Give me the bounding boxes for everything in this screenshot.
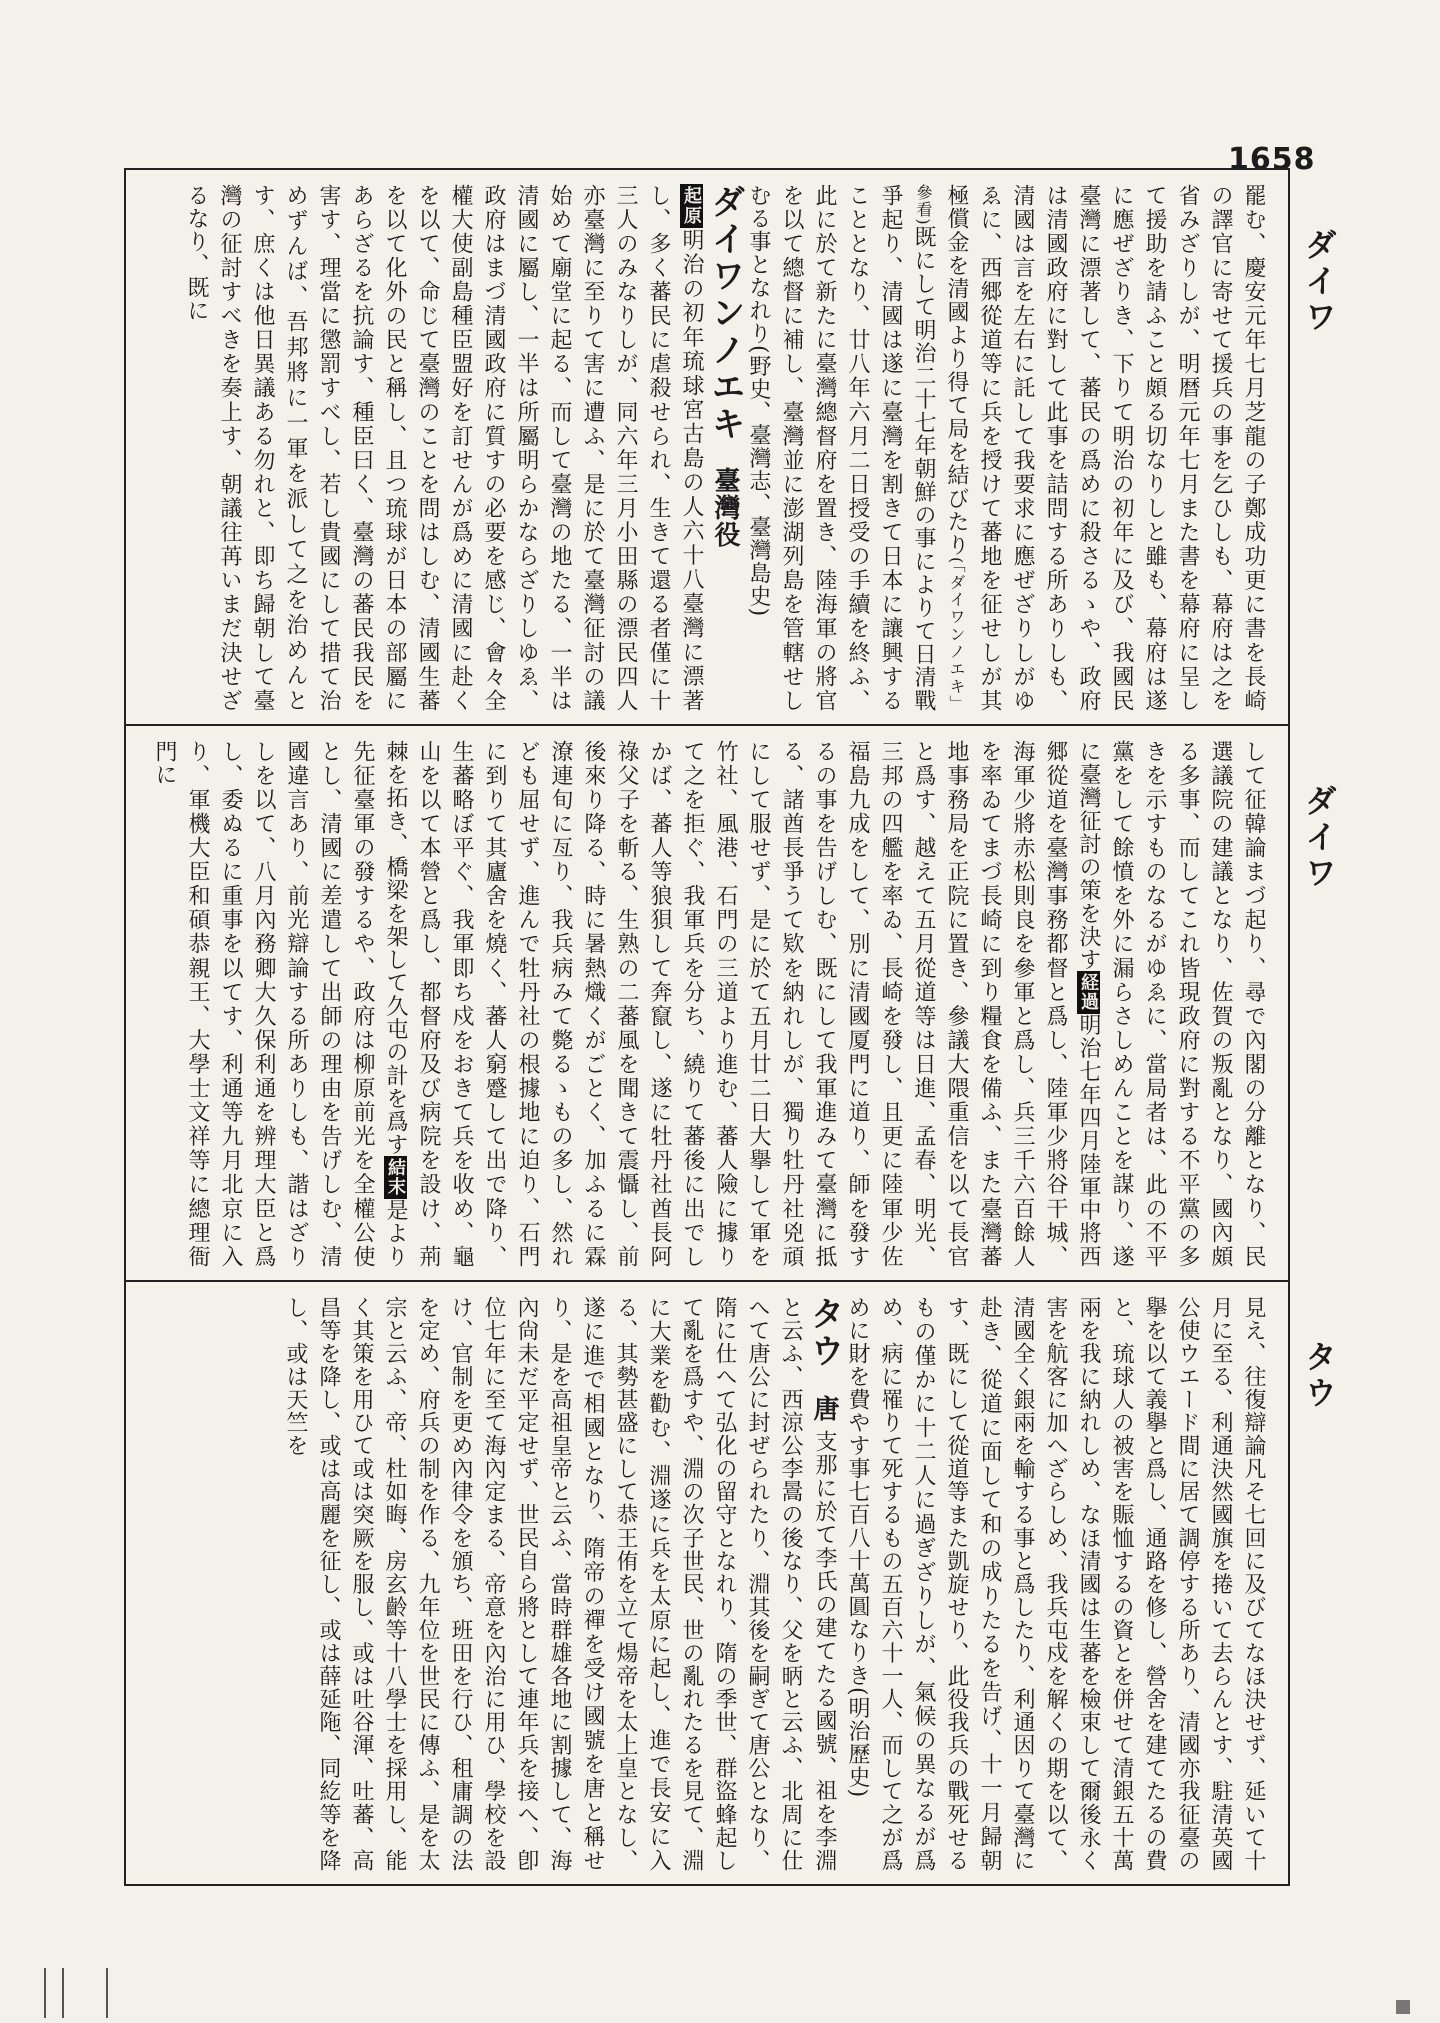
section-top-text bbox=[144, 184, 1270, 712]
scan-edge-marks bbox=[44, 1968, 108, 2018]
entry-label-course: 経過 bbox=[1078, 973, 1099, 1012]
page-number: 1658 bbox=[1228, 142, 1316, 177]
section-top bbox=[124, 170, 1290, 726]
entry-headword-tang: タウ bbox=[804, 1296, 844, 1371]
section-bottom bbox=[124, 1282, 1290, 1884]
guide-word-top: ダイワ bbox=[1300, 228, 1338, 336]
entry-headword-tang-kanji: 唐 bbox=[809, 1394, 839, 1422]
section-bottom-text bbox=[144, 1296, 1270, 1872]
entry-body-tang: 支那に於て李氏の建てたる國號、祖を李淵と云ふ、西涼公李暠の後なり、父を昞と云ふ、北周に仕へて唐公に封ぜられたり、淵其後を嗣ぎて唐公となり、隋に仕へて弘化の留守となれり、隋の季世、群盜蜂起して亂を爲すや、淵の次子世民、世の亂れたるを見て、淵に大業を勸む、淵遂に兵を太原に起し、進で長安に入る、其勢甚盛にして恭王侑を立て煬帝を太上皇となし、遂に進で相國となり、隋帝の禪を受け國號を唐と稱せり、是を高祖皇帝と云ふ、當時群雄各地に割據して、海內尙未だ平定せず、世民自ら將として連年兵を接へ、卽位七年に至て海內定まる、帝意を內治に用ひ、學校を設け、官制を更め內律令を頒ち、班田を行ひ、租庸調の法を定め、府兵の制を作る、九年位を世民に傳ふ、是を太宗と云ふ、帝、杜如晦、房玄齡等十八學士を採用し、能く其策を用ひて或は突厥を服し、或は吐谷渾、吐蕃、高昌等を降し、或は高麗を征し、或は薛延陁、同紇等を降し、或は天竺を bbox=[283, 1296, 837, 1872]
guide-word-bottom: タウ bbox=[1300, 1340, 1338, 1412]
taiwan-history-continuation: 罷む、慶安元年七月芝龍の子鄭成功更に書を長崎の譯官に寄せて援兵の事を乞ひしも、幕府は之を省みざりしが、明暦元年七月また書を幕府に呈して援助を請ふこと頗る切なりしと雖も、幕府は遂に應ぜざりき、下りて明治の初年に及び、我國民臺灣に漂著して、蕃民の爲めに殺さるゝや、政府は清國政府に對して此事を詰問する所ありしも、清國は言を左右に託して我要求に應ぜざりしがゆゑに、西郷從道等に兵を授けて蕃地を征せしが其極償金を清國より得て局を結びたり bbox=[944, 184, 1266, 712]
scan-corner-mark bbox=[1396, 2000, 1410, 2014]
entry-label-outcome: 結末 bbox=[385, 1158, 406, 1197]
section-middle bbox=[124, 726, 1290, 1282]
entry-headword-taiwan-expedition: ダイワンノエキ bbox=[705, 184, 745, 443]
entry-label-origin: 起原 bbox=[681, 186, 702, 227]
expedition-background: して征韓論まづ起り、尋で內閣の分離となり、民選議院の建議となり、佐賀の叛亂となり、國內頗る多事、而してこれ皆現政府に對する不平黨の多きを示すものなるがゆゑに、當局者は、此の不平黨をして餘憤を外に漏らさしめんことを謀り、遂に臺灣征討の策を決す bbox=[1076, 740, 1266, 1268]
expedition-outcome: 是より先征臺軍の發するや、政府は柳原前光を全權公使とし、清國に差遣して出師の理由を告げしむ、清國違言あり、前光辯論する所ありしも、諧はざりしを以て、八月內務卿大久保利通を辨理大臣と爲し、委ぬるに重事を以てす、利通等九月北京に入り、軍機大臣和碩恭親王、大學士文祥等に總理衙門に bbox=[152, 740, 408, 1268]
guide-word-middle: ダイワ bbox=[1300, 784, 1338, 892]
taiwan-history-conclusion: 既にして明治二十七年朝鮮の事によりて日清戰爭起り、清國は遂に臺灣を割きて日本に讓興することとなり、廿八年六月二日授受の手續を終ふ、此に於て新たに臺灣總督府を置き、陸海軍の將官を以て總督に補し、臺灣並に澎湖列島を管轄せしむる事となれり(野史、臺灣志、臺灣島史) bbox=[746, 184, 936, 712]
expedition-settlement: 見え、往復辯論凡そ七回に及びてなほ決せず、延いて十月に至る、利通決然國旗を捲いて去らんとす、駐清英國公使ウエード間に居て調停する所あり、清國亦我征臺の擧を以て義擧と爲し、通路を修し、營舍を建てたるの費と、琉球人の被害を賑恤するの資とを併せて清銀五十萬兩を我に納れしめ、なほ清國は生蕃を檢束して爾後永く害を航客に加へざらしめ、我兵屯戍を解くの期を以て、清國全く銀兩を輸する事と爲したり、利通因りて臺灣に赴き、從道に面して和の成りたるを告げ、十一月歸朝す、既にして從道等また凱旋せり、此役我兵の戰死せるもの僅かに十二人に過ぎざりしが、氣候の異なるが爲め、病に罹りて死するもの五百六十一人、而して之が爲めに財を費やす事七百八十萬圓なりき(明治歷史) bbox=[845, 1296, 1266, 1872]
entry-headword-kanji: 臺灣役 bbox=[710, 467, 740, 548]
entry-body-origin: 明治の初年琉球宮古島の人六十八臺灣に漂著し、多く蕃民に虐殺せられ、生きて還る者僅に十三人のみなりしが、同六年三月小田縣の漂民四人亦臺灣に至りて害に遭ふ、是に於て臺灣征討の議始めて廟堂に起る、而して臺灣の地たる、一半は清國に屬し、一半は所屬明らかならざりしゆゑ、政府はまづ清國政府に質すの必要を感じ、會々全權大使副島種臣盟好を訂せんが爲めに清國に赴くを以て、命じて臺灣のことを問はしむ、清國生蕃を以て化外の民と稱し、且つ琉球が日本の部屬にあらざるを抗論す、種臣曰く、臺灣の蕃民我民を害す、理當に懲罰すべし、若し貴國にして措て治めずんば、吾邦將に一軍を派して之を治めんとす、庶くは他日異議ある勿れと、即ち歸朝して臺灣の征討すべきを奏上す、朝議往苒いまだ決せざるなり、既に bbox=[184, 184, 704, 712]
section-middle-text bbox=[144, 740, 1270, 1268]
cross-reference-note: (「ダイワンノエキ」參看) bbox=[914, 184, 966, 712]
expedition-course: 明治七年四月陸軍中將西郷從道を臺灣事務都督と爲し、陸軍少將谷干城、海軍少將赤松則良を參軍と爲し、兵三千六百餘人を率ゐてまづ長崎に到り糧食を備ふ、また臺灣蕃地事務局を正院に置き、參議大隈重信を以て長官と爲す、越えて五月從道等は日進、孟春、明光、三邦の四艦を率ゐ、長崎を發し、且更に陸軍少佐福島九成をして、別に清國厦門に道り、師を發するの事を告げしむ、既にして我軍進みて臺灣に抵る、諸酋長爭うて欵を納れしが、獨り牡丹社兇頑にして服せず、是に於て五月廿二日大擧して軍を竹社、風港、石門の三道より進む、蕃人險に據りて之を拒ぐ、我軍兵を分ち、繞りて蕃後に出でしかば、蕃人等狼狽して奔竄し、遂に牡丹社酋長阿祿父子を斬る、生熟の二蕃風を聞きて震懾し、前後來り降る、時に暑熱熾くがごとく、加ふるに霖潦連旬に亙り、我兵病みて斃るゝもの多し、然れども屈せず、進んで牡丹社の根據地に迫り、石門に到りて其廬舍を燒く、蕃人窮蹙して出で降り、生蕃略ぼ平ぐ、我軍即ち戍をおきて兵を收め、龜山を以て本營と爲し、都督府及び病院を設け、荊棘を拓き、橋梁を架して久屯の計を爲す bbox=[383, 740, 1101, 1268]
